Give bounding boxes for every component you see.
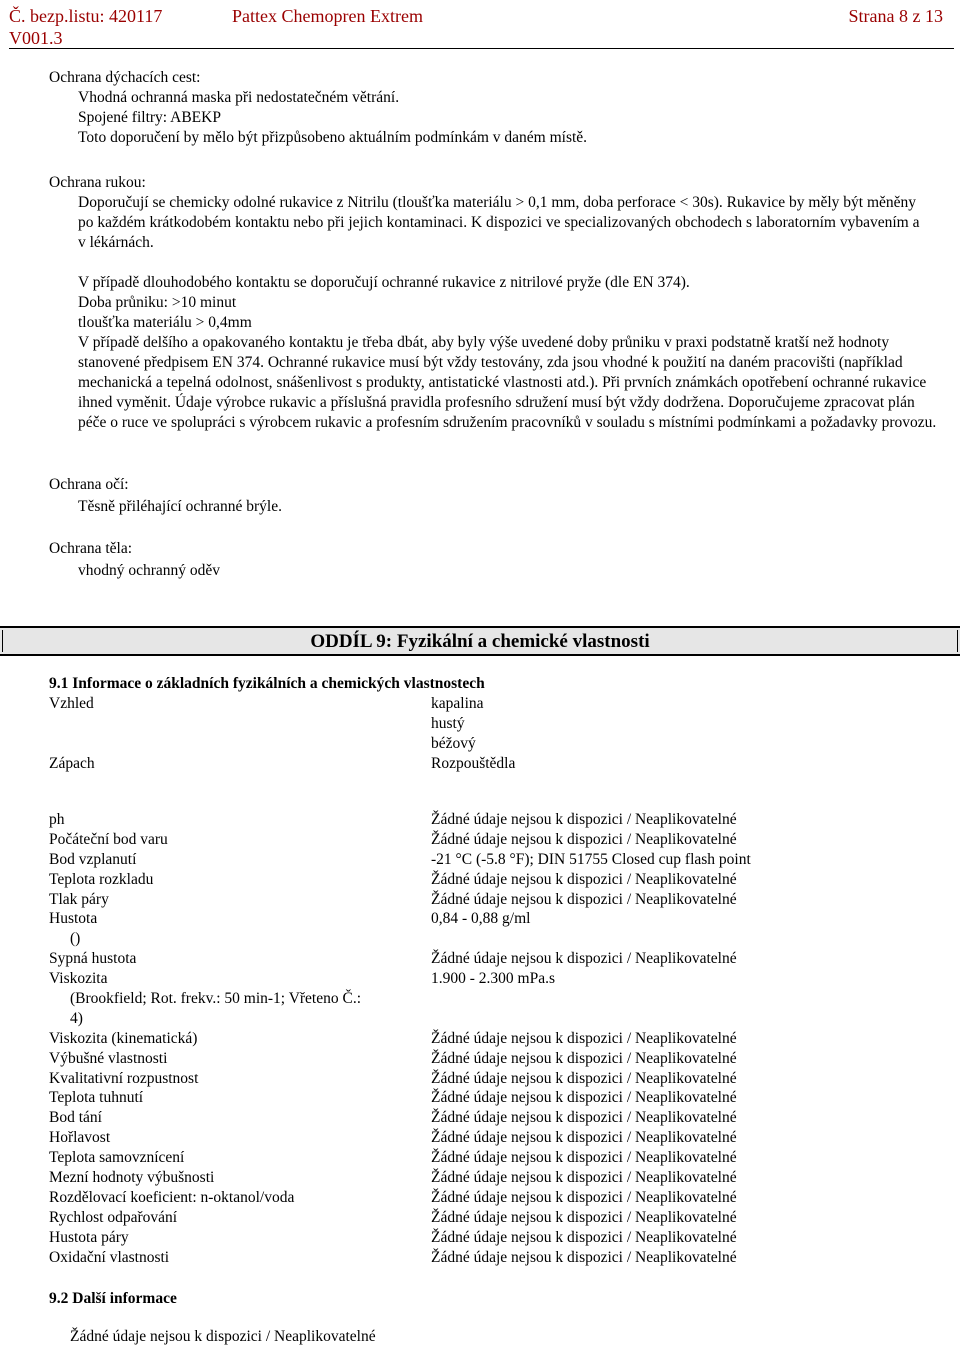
property-value: -21 °C (-5.8 °F); DIN 51755 Closed cup flash point [431,850,751,868]
property-name: Rychlost odpařování [49,1208,178,1226]
property-value: Žádné údaje nejsou k dispozici / Neaplikovatelné [431,1169,737,1187]
eye-protection [49,475,929,517]
viscosity-note: 4) [70,1009,83,1027]
property-row [49,870,949,890]
property-value: Žádné údaje nejsou k dispozici / Neaplikovatelné [431,1129,737,1147]
property-name: Bod tání [49,1109,102,1127]
page-number: Strana 8 z 13 [848,6,943,26]
hands-paragraph-2-line-2: Doba průniku: >10 minut [78,294,237,311]
property-row [49,1248,949,1268]
hand-protection [49,173,937,433]
property-value: Žádné údaje nejsou k dispozici / Neaplikovatelné [431,950,737,968]
property-value: Žádné údaje nejsou k dispozici / Neaplikovatelné [431,1049,737,1067]
property-value: Žádné údaje nejsou k dispozici / Neaplikovatelné [431,1109,737,1127]
body-protection [49,539,929,581]
property-value: Žádné údaje nejsou k dispozici / Neaplikovatelné [431,1149,737,1167]
property-row [49,1208,949,1228]
property-value: 0,84 - 0,88 g/ml [431,910,531,928]
property-row [49,1188,949,1208]
odor-value: Rozpouštědla [431,754,516,772]
property-name: Teplota tuhnutí [49,1089,144,1107]
property-name: Kvalitativní rozpustnost [49,1069,199,1087]
property-value: Žádné údaje nejsou k dispozici / Neaplikovatelné [431,1228,737,1246]
header-divider [9,48,954,49]
property-value: Žádné údaje nejsou k dispozici / Neaplikovatelné [431,890,737,908]
hands-paragraph-2-line-3: tloušťka materiálu > 0,4mm [78,314,252,331]
property-row [49,830,949,850]
property-row [49,909,949,929]
property-value: 1.900 - 2.300 mPa.s [431,970,555,988]
property-value: Žádné údaje nejsou k dispozici / Neaplikovatelné [431,1069,737,1087]
property-name: Teplota samovznícení [49,1149,185,1167]
hands-title: Ochrana rukou: [49,174,146,191]
property-name: Bod vzplanutí [49,850,137,868]
sheet-number: Č. bezp.listu: 420117 [9,6,163,26]
property-value: Žádné údaje nejsou k dispozici / Neaplikovatelné [431,1029,737,1047]
property-name: ph [49,811,65,828]
hands-paragraph-2-line-1: V případě dlouhodobého kontaktu se doporučují ochranné rukavice z nitrilové pryže (dle EN 374). [78,274,690,291]
property-row [49,1148,949,1168]
density-note: () [70,930,81,948]
property-value: Žádné údaje nejsou k dispozici / Neaplikovatelné [431,1188,737,1206]
property-row [49,1069,949,1089]
odor-label: Zápach [49,754,95,772]
page-header [9,3,951,48]
property-value: Žádné údaje nejsou k dispozici / Neaplikovatelné [431,870,737,888]
property-name: Sypná hustota [49,950,137,968]
property-row [49,969,949,989]
appearance-block [49,694,929,774]
subsection-9-2-text: Žádné údaje nejsou k dispozici / Neaplikovatelné [70,1328,376,1345]
property-value: Žádné údaje nejsou k dispozici / Neaplikovatelné [431,1248,737,1266]
respiratory-protection [49,68,929,148]
product-name: Pattex Chemopren Extrem [232,6,423,26]
property-name: Hořlavost [49,1129,111,1147]
body-title: Ochrana těla: [49,540,133,557]
viscosity-note: (Brookfield; Rot. frekv.: 50 min-1; Vřeteno Č.: [70,990,362,1008]
property-row [49,850,949,870]
property-row [49,1029,949,1049]
appearance-value: hustý [431,714,465,732]
version-label: V001.3 [9,28,63,48]
body-text: vhodný ochranný oděv [78,562,221,579]
hands-paragraph-1: Doporučují se chemicky odolné rukavice z Nitrilu (tloušťka materiálu > 0,1 mm, doba perforace < 30s). Rukavice by měly být měněny po každém krátkodobém kontaktu nebo při jejich kontaminaci. K dispozici ve specializovaných obchodech s laboratorním vybavením a v lékárnách. [78,194,920,251]
property-value: Žádné údaje nejsou k dispozici / Neaplikovatelné [431,1089,737,1107]
respiratory-line: Spojené filtry: ABEKP [78,109,221,126]
property-name: Oxidační vlastnosti [49,1248,170,1266]
properties-table [49,810,949,1267]
property-row [49,949,949,969]
subsection-9-2-title: 9.2 Další informace [49,1290,177,1307]
property-row [49,1228,949,1248]
appearance-value: béžový [431,734,476,752]
respiratory-line: Vhodná ochranná maska při nedostatečném větrání. [78,89,400,106]
property-row [49,810,949,830]
property-name: Mezní hodnoty výbušnosti [49,1169,215,1187]
hands-paragraph-2-rest: V případě delšího a opakovaného kontaktu je třeba dbát, aby byly výše uvedené doby průniku v praxi podstatně kratší než hodnoty stanovené předpisem EN 374. Ochranné rukavice musí být vždy testovány, zda jsou vhodné k použití na daném pracovišti (například mechanická a tepelná odolnost, snášenlivost s produkty, antistatické vlastnosti atd.). Při prvních známkách opotřebení ochranné rukavice ihned vyměnit. Údaje výrobce rukavic a příslušná pravidla profesního sdružení musí být vždy dodržena. Doporučujeme zpracovat plán péče o ruce ve spolupráci s výrobcem rukavic a profesním sdružením pracovníků v souladu s místními podmínkami a požadavky provozu. [78,334,937,431]
property-value: Žádné údaje nejsou k dispozici / Neaplikovatelné [431,811,737,828]
property-name: Tlak páry [49,890,109,908]
property-row [49,1168,949,1188]
respiratory-title: Ochrana dýchacích cest: [49,69,201,86]
property-name: Viskozita (kinematická) [49,1029,198,1047]
property-name: Rozdělovací koeficient: n-oktanol/voda [49,1188,295,1206]
property-name: Hustota [49,910,98,928]
respiratory-line: Toto doporučení by mělo být přizpůsobeno aktuálním podmínkám v daném místě. [78,129,588,146]
section-title: ODDÍL 9: Fyzikální a chemické vlastnosti [310,631,650,652]
property-name: Teplota rozkladu [49,870,154,888]
eyes-text: Těsně přiléhající ochranné brýle. [78,498,282,515]
property-name: Počáteční bod varu [49,830,168,848]
property-name: Viskozita [49,970,108,988]
property-row [49,890,949,910]
appearance-value: kapalina [431,695,484,712]
appearance-label: Vzhled [49,695,94,712]
property-row [49,1128,949,1148]
property-value: Žádné údaje nejsou k dispozici / Neaplikovatelné [431,1208,737,1226]
eyes-title: Ochrana očí: [49,476,129,493]
property-row [49,1088,949,1108]
property-name: Hustota páry [49,1228,129,1246]
subsection-9-1-title: 9.1 Informace o základních fyzikálních a chemických vlastnostech [49,675,485,692]
property-name: Výbušné vlastnosti [49,1049,168,1067]
property-value: Žádné údaje nejsou k dispozici / Neaplikovatelné [431,830,737,848]
property-row [49,1108,949,1128]
property-row [49,1049,949,1069]
